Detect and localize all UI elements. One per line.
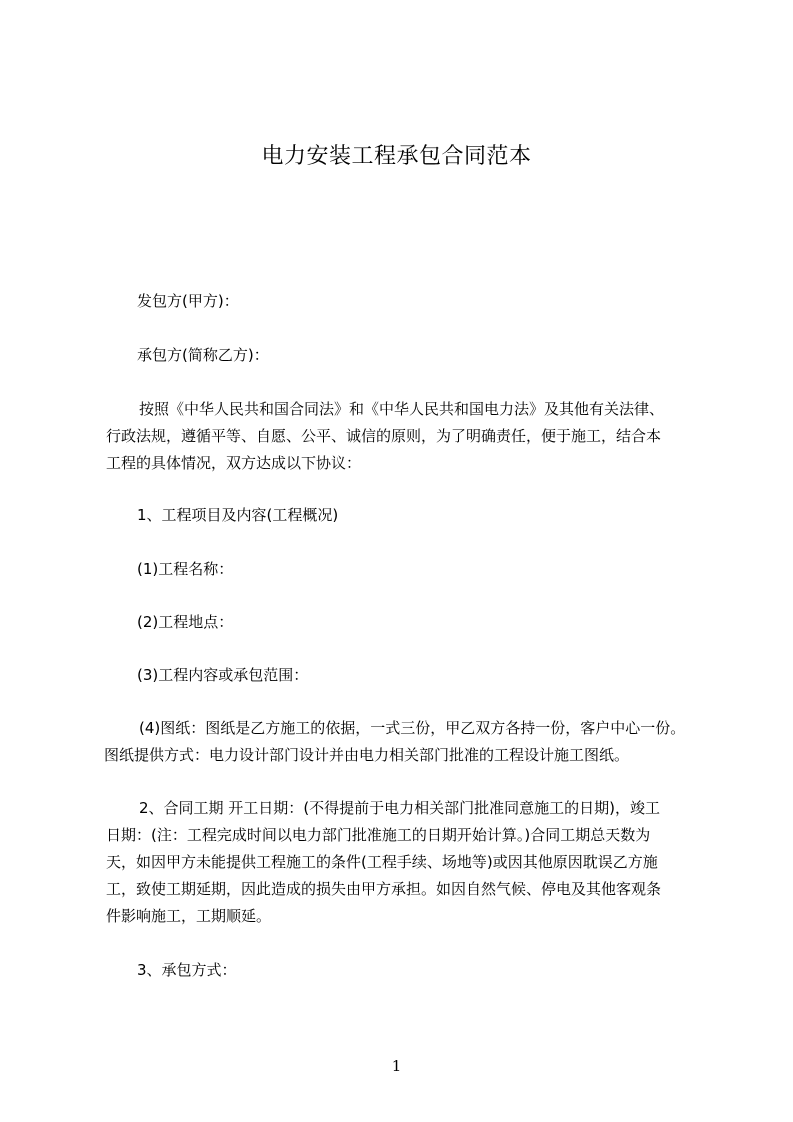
section-1-item-1: (1)工程名称： (137, 560, 234, 578)
page-number: 1 (391, 1057, 402, 1075)
intro-line-1: 按照《中华人民共和国合同法》和《中华人民共和国电力法》及其他有关法律、 (139, 400, 665, 418)
section-2-line-1: 2、合同工期 开工日期：(不得提前于电力相关部门批准同意施工的日期)，竣工 (139, 799, 661, 817)
section-1-heading: 1、工程项目及内容(工程概况) (137, 506, 339, 524)
section-2-line-5: 件影响施工，工期顺延。 (106, 907, 272, 925)
section-1-item-4-line-1: (4)图纸：图纸是乙方施工的依据，一式三份，甲乙双方各持一份，客户中心一份。 (139, 719, 686, 737)
party-a-label: 发包方(甲方)： (137, 292, 239, 310)
intro-line-3: 工程的具体情况，双方达成以下协议： (106, 454, 362, 472)
section-2-line-4: 工，致使工期延期，因此造成的损失由甲方承担。如因自然气候、停电及其他客观条 (106, 880, 662, 898)
party-b-label: 承包方(简称乙方)： (137, 346, 269, 364)
section-2-line-2: 日期：(注：工程完成时间以电力部门批准施工的日期开始计算。)合同工期总天数为 (106, 826, 651, 844)
section-1-item-4-line-2: 图纸提供方式：电力设计部门设计并由电力相关部门批准的工程设计施工图纸。 (104, 746, 630, 764)
intro-line-2: 行政法规，遵循平等、自愿、公平、诚信的原则，为了明确责任，便于施工，结合本 (106, 427, 662, 445)
document-title: 电力安装工程承包合同范本 (261, 144, 532, 169)
section-3-heading: 3、承包方式： (137, 961, 237, 979)
section-1-item-3: (3)工程内容或承包范围： (137, 666, 309, 684)
section-2-line-3: 天，如因甲方未能提供工程施工的条件(工程手续、场地等)或因其他原因耽误乙方施 (106, 853, 658, 871)
section-1-item-2: (2)工程地点： (137, 613, 234, 631)
